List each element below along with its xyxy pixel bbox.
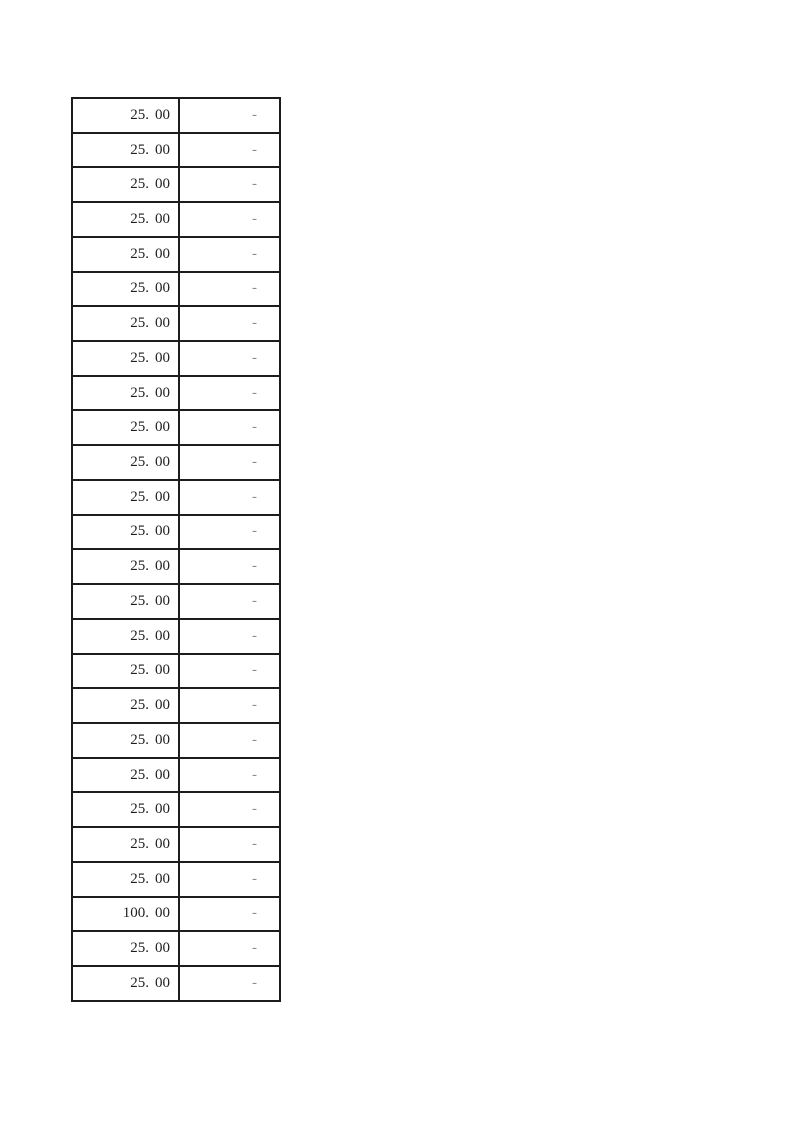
dash-cell: -	[252, 211, 257, 228]
dash-cell: -	[252, 940, 257, 957]
amount-cell: 25. 00	[73, 550, 180, 583]
amount-cell: 25. 00	[73, 967, 180, 1000]
dash-cell: -	[252, 106, 257, 123]
dash-cell: -	[252, 905, 257, 922]
table-row	[73, 168, 279, 203]
dash-cell: -	[252, 731, 257, 748]
table-row	[73, 863, 279, 898]
table-row	[73, 134, 279, 169]
amount-cell: 25. 00	[73, 134, 180, 167]
table-row	[73, 377, 279, 412]
amount-cell: 25. 00	[73, 168, 180, 201]
table-row	[73, 655, 279, 690]
amount-cell: 25. 00	[73, 377, 180, 410]
table-row	[73, 203, 279, 238]
table-row	[73, 967, 279, 1000]
table-row	[73, 793, 279, 828]
dash-cell: -	[252, 558, 257, 575]
dash-cell: -	[252, 280, 257, 297]
amount-cell: 25. 00	[73, 99, 180, 132]
table-row	[73, 828, 279, 863]
dash-cell: -	[252, 523, 257, 540]
dash-cell: -	[252, 245, 257, 262]
dash-cell: -	[252, 801, 257, 818]
table-row	[73, 238, 279, 273]
table-row	[73, 481, 279, 516]
table-row	[73, 898, 279, 933]
amount-cell: 25. 00	[73, 759, 180, 792]
amount-cell: 25. 00	[73, 516, 180, 549]
dash-cell: -	[252, 627, 257, 644]
amount-cell: 25. 00	[73, 689, 180, 722]
table-row	[73, 689, 279, 724]
table-row	[73, 342, 279, 377]
dash-cell: -	[252, 454, 257, 471]
dash-cell: -	[252, 766, 257, 783]
dash-cell: -	[252, 974, 257, 991]
table-row	[73, 620, 279, 655]
dash-cell: -	[252, 662, 257, 679]
dash-cell: -	[252, 384, 257, 401]
table-row	[73, 273, 279, 308]
amount-cell: 100. 00	[73, 898, 180, 931]
dash-cell: -	[252, 488, 257, 505]
table-row	[73, 585, 279, 620]
amount-cell: 25. 00	[73, 342, 180, 375]
table-row	[73, 932, 279, 967]
amount-cell: 25. 00	[73, 446, 180, 479]
amount-table	[71, 97, 281, 1002]
table-row	[73, 550, 279, 585]
table-row	[73, 99, 279, 134]
amount-cell: 25. 00	[73, 863, 180, 896]
table-row	[73, 759, 279, 794]
amount-cell: 25. 00	[73, 238, 180, 271]
table-row	[73, 411, 279, 446]
dash-cell: -	[252, 349, 257, 366]
table-row	[73, 724, 279, 759]
amount-cell: 25. 00	[73, 481, 180, 514]
amount-cell: 25. 00	[73, 793, 180, 826]
amount-cell: 25. 00	[73, 203, 180, 236]
amount-cell: 25. 00	[73, 828, 180, 861]
amount-cell: 25. 00	[73, 655, 180, 688]
dash-cell: -	[252, 176, 257, 193]
dash-cell: -	[252, 697, 257, 714]
table-row	[73, 307, 279, 342]
dash-cell: -	[252, 870, 257, 887]
dash-cell: -	[252, 315, 257, 332]
dash-cell: -	[252, 141, 257, 158]
amount-cell: 25. 00	[73, 620, 180, 653]
table-row	[73, 446, 279, 481]
amount-cell: 25. 00	[73, 273, 180, 306]
table-row	[73, 516, 279, 551]
dash-cell: -	[252, 592, 257, 609]
dash-cell: -	[252, 419, 257, 436]
amount-cell: 25. 00	[73, 724, 180, 757]
dash-cell: -	[252, 835, 257, 852]
amount-cell: 25. 00	[73, 932, 180, 965]
amount-cell: 25. 00	[73, 307, 180, 340]
amount-cell: 25. 00	[73, 411, 180, 444]
amount-cell: 25. 00	[73, 585, 180, 618]
